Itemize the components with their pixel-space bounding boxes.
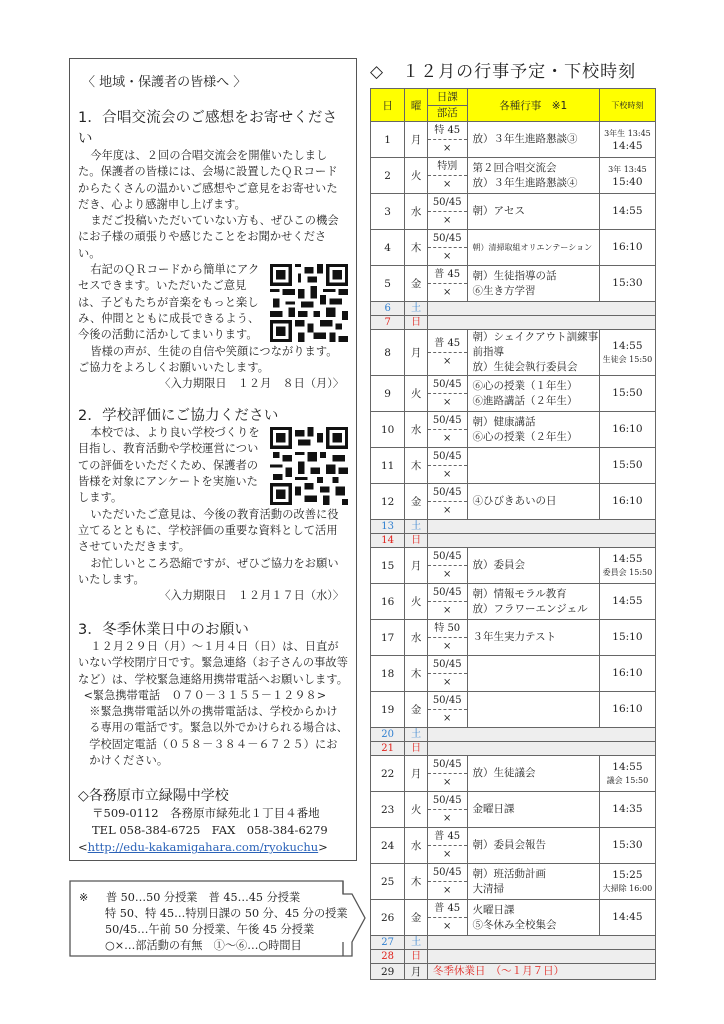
table-row <box>371 266 656 302</box>
dismissal-time: 14:55 <box>612 760 643 773</box>
event-line: 朝）委員会報告 <box>472 839 547 851</box>
schedule-club-cell <box>427 448 467 484</box>
dismissal-cell <box>599 548 655 584</box>
schedule-type: 普 45 <box>428 828 467 846</box>
empty-cell <box>427 742 655 756</box>
school-tel-fax: TEL 058-384-6725 FAX 058-384-6279 <box>92 823 328 838</box>
schedule-header-row <box>371 89 656 122</box>
events-cell <box>467 412 599 448</box>
table-row <box>371 620 656 656</box>
events-cell <box>467 158 599 194</box>
empty-cell <box>427 728 655 742</box>
url-prefix: < <box>78 840 88 855</box>
event-line: 火曜日課 <box>472 903 515 916</box>
events-cell <box>467 584 599 620</box>
school-url-line <box>78 839 348 856</box>
day-cell: 24 <box>371 828 405 864</box>
notice-header: 〈 地域・保護者の皆様へ 〉 <box>82 75 247 90</box>
club-activity: × <box>443 469 452 480</box>
section2-deadline: 〈入力期限日 １２月１７日（水）〉 <box>159 589 344 603</box>
event-line: ⑥生き方学習 <box>472 284 536 297</box>
club-activity: × <box>443 251 452 262</box>
empty-cell <box>427 316 655 330</box>
event-line: 朝）生徒指導の話 <box>472 269 557 282</box>
day-cell: 19 <box>371 692 405 728</box>
section2-para3: お忙しいところ恐縮ですが、ぜひご協力をお願いいたします。 <box>78 556 339 586</box>
schedule-club-cell <box>427 584 467 620</box>
schedule-club-cell <box>427 692 467 728</box>
schedule-club-cell <box>427 484 467 520</box>
table-row <box>371 122 656 158</box>
day-cell: 27 <box>371 936 405 950</box>
schedule-club-cell <box>427 122 467 158</box>
event-line: 金曜日課 <box>472 803 515 815</box>
day-cell: 4 <box>371 230 405 266</box>
header-schedule: 日課 <box>428 90 467 106</box>
club-activity: × <box>443 433 452 444</box>
dismissal-time: 16:10 <box>612 703 643 715</box>
event-line: 放）フラワーエンジェル <box>472 602 588 615</box>
dow-cell: 金 <box>405 692 428 728</box>
weekend-row <box>371 936 656 950</box>
day-cell: 5 <box>371 266 405 302</box>
dow-cell: 月 <box>405 756 428 792</box>
qr-code-icon[interactable] <box>270 264 348 342</box>
dismissal-cell <box>599 376 655 412</box>
weekend-row <box>371 742 656 756</box>
day-cell: 18 <box>371 656 405 692</box>
day-cell: 13 <box>371 520 405 534</box>
dow-cell: 日 <box>405 950 428 964</box>
time-note: 3年生 13:45 <box>604 128 651 138</box>
schedule-club-cell <box>427 548 467 584</box>
dismissal-time: 15:30 <box>612 277 643 289</box>
schedule-club-cell <box>427 828 467 864</box>
dismissal-cell <box>599 330 655 376</box>
schedule-type: 50/45 <box>428 484 467 502</box>
dismissal-cell <box>599 158 655 194</box>
table-row <box>371 548 656 584</box>
club-activity: × <box>443 921 452 932</box>
day-cell: 17 <box>371 620 405 656</box>
dow-cell: 水 <box>405 412 428 448</box>
dismissal-time: 15:30 <box>612 839 643 851</box>
dow-cell: 木 <box>405 448 428 484</box>
event-line: 放）３年生進路懇談④ <box>472 176 578 189</box>
club-activity: × <box>443 143 452 154</box>
header-schedule-club <box>427 89 467 122</box>
club-activity: × <box>443 641 452 652</box>
table-row <box>371 412 656 448</box>
notice-box <box>69 58 357 861</box>
dismissal-time: 14:55 <box>612 205 643 217</box>
dismissal-cell <box>599 792 655 828</box>
events-cell <box>467 900 599 936</box>
table-row <box>371 828 656 864</box>
schedule-table <box>370 88 656 980</box>
dismissal-cell <box>599 230 655 266</box>
day-cell: 10 <box>371 412 405 448</box>
dismissal-cell <box>599 484 655 520</box>
events-cell <box>467 756 599 792</box>
table-row <box>371 194 656 230</box>
day-cell: 22 <box>371 756 405 792</box>
header-club: 部活 <box>436 106 458 119</box>
table-row <box>371 864 656 900</box>
dow-cell: 木 <box>405 864 428 900</box>
table-row <box>371 692 656 728</box>
dow-cell: 木 <box>405 656 428 692</box>
dismissal-time: 15:40 <box>612 175 643 188</box>
dow-cell: 金 <box>405 900 428 936</box>
table-row <box>371 756 656 792</box>
table-row <box>371 900 656 936</box>
holiday-cell: 冬季休業日 （～１月７日） <box>427 964 655 980</box>
table-row <box>371 158 656 194</box>
event-line: ④ひびきあいの日 <box>472 495 557 507</box>
event-line: 朝）情報モラル教育 <box>472 587 567 600</box>
emergency-phone: <緊急携帯電話 ０７０－３１５５－１２９８> <box>83 689 327 703</box>
dismissal-cell <box>599 194 655 230</box>
table-row <box>371 448 656 484</box>
club-activity: × <box>443 813 452 824</box>
event-line: 朝）アセス <box>472 205 525 217</box>
schedule-title: ◇ １２月の行事予定・下校時刻 <box>370 62 637 82</box>
day-cell: 20 <box>371 728 405 742</box>
dismissal-cell <box>599 412 655 448</box>
events-cell <box>467 620 599 656</box>
schedule-club-cell <box>427 656 467 692</box>
table-row <box>371 376 656 412</box>
dismissal-time: 14:45 <box>612 911 643 923</box>
events-cell <box>467 656 599 692</box>
table-row <box>371 656 656 692</box>
url-suffix: > <box>318 840 328 855</box>
dismissal-cell <box>599 900 655 936</box>
day-cell: 14 <box>371 534 405 548</box>
weekend-row <box>371 520 656 534</box>
events-cell <box>467 194 599 230</box>
club-activity: × <box>443 713 452 724</box>
schedule-type: 50/45 <box>428 656 467 674</box>
section1-deadline: 〈入力期限日 １２月 ８日（月）〉 <box>159 377 344 391</box>
dismissal-cell <box>599 122 655 158</box>
legend-mark: ※ <box>79 891 89 904</box>
club-activity: × <box>443 356 452 367</box>
event-line: 放）生徒会執行委員会 <box>472 361 578 373</box>
dow-cell: 金 <box>405 266 428 302</box>
dow-cell: 土 <box>405 728 428 742</box>
empty-cell <box>427 302 655 316</box>
club-activity: × <box>443 605 452 616</box>
event-line: 朝）シェイクアウト訓練事前指導 <box>472 331 599 358</box>
time-note: 委員会 15:50 <box>602 567 653 577</box>
day-cell: 11 <box>371 448 405 484</box>
schedule-type: 普 45 <box>428 266 467 284</box>
schedule-type: 50/45 <box>428 756 467 774</box>
dow-cell: 月 <box>405 964 428 980</box>
schedule-club-cell <box>427 412 467 448</box>
dismissal-cell <box>599 656 655 692</box>
schedule-type: 50/45 <box>428 448 467 466</box>
section1-para2: まだご投稿いただいていない方も、ぜひこの機会にお子様の頑張りや感じたことをお聞かせください。 <box>78 214 339 260</box>
dismissal-time: 15:50 <box>612 459 643 471</box>
day-cell: 28 <box>371 950 405 964</box>
schedule-type: 特別 <box>428 158 467 176</box>
dismissal-cell <box>599 828 655 864</box>
dismissal-time: 14:35 <box>612 803 643 815</box>
schedule-club-cell <box>427 266 467 302</box>
time-note: 生徒会 15:50 <box>602 354 653 364</box>
events-cell <box>467 376 599 412</box>
dow-cell: 月 <box>405 330 428 376</box>
events-cell <box>467 692 599 728</box>
table-row <box>371 792 656 828</box>
day-cell: 2 <box>371 158 405 194</box>
club-activity: × <box>443 885 452 896</box>
events-cell <box>467 330 599 376</box>
club-activity: × <box>443 677 452 688</box>
dismissal-time: 14:55 <box>612 339 643 352</box>
empty-cell <box>427 520 655 534</box>
qr-code-icon[interactable] <box>270 427 348 505</box>
event-line: 放）３年生進路懇談③ <box>472 133 578 145</box>
dismissal-time: 15:10 <box>612 631 643 643</box>
club-activity: × <box>443 287 452 298</box>
dow-cell: 火 <box>405 584 428 620</box>
schedule-type: 普 45 <box>428 335 467 353</box>
weekend-row <box>371 316 656 330</box>
schedule-type: 普 45 <box>428 900 467 918</box>
dismissal-time: 16:10 <box>612 423 643 435</box>
event-line: 朝）清掃取組オリエンテーション <box>472 243 593 252</box>
dismissal-cell <box>599 756 655 792</box>
dismissal-time: 14:55 <box>612 552 643 565</box>
legend-box <box>69 880 366 957</box>
club-activity: × <box>443 505 452 516</box>
event-line: 第２回合唱交流会 <box>472 161 557 174</box>
table-row <box>371 230 656 266</box>
section3-note: ※緊急携帯電話以外の携帯電話は、学校からかける専用の電話です。緊急以外でかけられる場合は、学校固定電話（０５８－３８４－６７２５）におかけください。 <box>89 705 348 767</box>
legend-line-2: 特 50、特 45…特別日課の 50 分、45 分の授業 <box>105 907 348 920</box>
dismissal-time: 14:45 <box>612 139 643 152</box>
legend-line-4: ○×…部活動の有無 ①～⑥…○時間目 <box>105 939 302 952</box>
events-cell <box>467 448 599 484</box>
dismissal-cell <box>599 864 655 900</box>
header-dow: 曜 <box>405 89 428 122</box>
dow-cell: 土 <box>405 936 428 950</box>
section2-para2: いただいたご意見は、今後の教育活動の改善に役立てるとともに、学校評価の重要な資料として活用させていただきます。 <box>78 507 339 554</box>
dow-cell: 日 <box>405 742 428 756</box>
dow-cell: 日 <box>405 316 428 330</box>
header-events: 各種行事 ※1 <box>467 89 599 122</box>
time-note: 議会 15:50 <box>606 775 649 785</box>
day-cell: 3 <box>371 194 405 230</box>
dismissal-time: 16:10 <box>612 667 643 679</box>
school-name: ◇各務原市立緑陽中学校 <box>78 788 229 805</box>
section2-title: 2．学校評価にご協力ください <box>78 408 279 425</box>
day-cell: 21 <box>371 742 405 756</box>
schedule-club-cell <box>427 158 467 194</box>
events-cell <box>467 266 599 302</box>
section2-para1: 本校では、より良い学校づくりを目指し、教育活動や学校運営についての評価をいただくため、保護者の皆様を対象にアンケートを実施いたします。 <box>78 426 260 505</box>
event-line: ３年生実力テスト <box>472 631 557 643</box>
schedule-type: 50/45 <box>428 548 467 566</box>
events-cell <box>467 548 599 584</box>
schedule-type: 50/45 <box>428 864 467 882</box>
dismissal-cell <box>599 584 655 620</box>
weekend-row <box>371 302 656 316</box>
day-cell: 1 <box>371 122 405 158</box>
dismissal-cell <box>599 448 655 484</box>
section3-para1: １２月２９日（月）～１月４日（日）は、日直がいない学校閉庁日です。緊急連絡（お子さんの事故等など）は、学校緊急連絡用携帯電話へお願いします。 <box>78 640 349 686</box>
dow-cell: 土 <box>405 520 428 534</box>
section1-para3: 右記のＱＲコードから簡単にアクセスできます。いただいたご意見は、子どもたちが音楽をもっと楽しみ、仲間とともに成長できるよう、今後の活動に活かしてまいります。 <box>78 263 260 342</box>
club-activity: × <box>443 397 452 408</box>
events-cell <box>467 864 599 900</box>
events-cell <box>467 828 599 864</box>
dow-cell: 金 <box>405 484 428 520</box>
weekend-row <box>371 728 656 742</box>
schedule-type: 特 45 <box>428 122 467 140</box>
club-activity: × <box>443 569 452 580</box>
dismissal-time: 16:10 <box>612 241 643 253</box>
dismissal-time: 15:50 <box>612 387 643 399</box>
table-row <box>371 584 656 620</box>
holiday-row <box>371 964 656 980</box>
day-cell: 16 <box>371 584 405 620</box>
event-line: 放）生徒議会 <box>472 767 536 779</box>
event-line: 朝）健康講話 <box>472 415 536 428</box>
empty-cell <box>427 950 655 964</box>
schedule-club-cell <box>427 230 467 266</box>
day-cell: 12 <box>371 484 405 520</box>
club-activity: × <box>443 777 452 788</box>
dismissal-cell <box>599 266 655 302</box>
schedule-club-cell <box>427 330 467 376</box>
schedule-club-cell <box>427 620 467 656</box>
club-activity: × <box>443 179 452 190</box>
event-line: 朝）班活動計画 <box>472 867 547 880</box>
club-activity: × <box>443 215 452 226</box>
event-line: ⑥心の授業（１年生） <box>472 379 578 392</box>
dow-cell: 水 <box>405 828 428 864</box>
section1-title: 1．合唱交流会のご感想をお寄せください <box>78 110 338 147</box>
dow-cell: 木 <box>405 230 428 266</box>
dismissal-cell <box>599 692 655 728</box>
day-cell: 26 <box>371 900 405 936</box>
weekend-row <box>371 534 656 548</box>
schedule-type: 特 50 <box>428 620 467 638</box>
dow-cell: 火 <box>405 158 428 194</box>
schedule-type: 50/45 <box>428 230 467 248</box>
legend-line-3: 50/45…午前 50 分授業、午後 45 分授業 <box>105 923 315 936</box>
day-cell: 7 <box>371 316 405 330</box>
header-dismissal: 下校時刻 <box>599 89 655 122</box>
weekend-row <box>371 950 656 964</box>
day-cell: 29 <box>371 964 405 980</box>
section1-para1: 今年度は、２回の合唱交流会を開催いたしました。保護者の皆様には、会場に設置したＱＲコードからたくさんの温かいご感想やご意見をお寄せいただき、心より感謝申し上げます。 <box>78 149 338 211</box>
dow-cell: 土 <box>405 302 428 316</box>
day-cell: 15 <box>371 548 405 584</box>
schedule-club-cell <box>427 900 467 936</box>
legend-line-1: 普 50…50 分授業 普 45…45 分授業 <box>105 891 301 904</box>
events-cell <box>467 484 599 520</box>
events-cell <box>467 122 599 158</box>
empty-cell <box>427 936 655 950</box>
dow-cell: 月 <box>405 548 428 584</box>
schedule-club-cell <box>427 792 467 828</box>
day-cell: 25 <box>371 864 405 900</box>
dow-cell: 火 <box>405 792 428 828</box>
schedule-club-cell <box>427 756 467 792</box>
schedule-type: 50/45 <box>428 194 467 212</box>
schedule-type: 50/45 <box>428 692 467 710</box>
table-row <box>371 330 656 376</box>
dismissal-cell <box>599 620 655 656</box>
section3-title: 3．冬季休業日中のお願い <box>78 622 250 639</box>
event-line: ⑥心の授業（２年生） <box>472 430 578 443</box>
events-cell <box>467 230 599 266</box>
school-url-link[interactable]: http://edu-kakamigahara.com/ryokuchu <box>87 840 319 855</box>
schedule-club-cell <box>427 376 467 412</box>
dow-cell: 水 <box>405 620 428 656</box>
event-line: 大清掃 <box>472 882 505 895</box>
day-cell: 9 <box>371 376 405 412</box>
section1-para4: 皆様の声が、生徒の自信や笑顔につながります。ご協力をよろしくお願いいたします。 <box>78 344 338 374</box>
day-cell: 8 <box>371 330 405 376</box>
schedule-type: 50/45 <box>428 792 467 810</box>
dow-cell: 月 <box>405 122 428 158</box>
club-activity: × <box>443 849 452 860</box>
event-line: ⑤冬休み全校集会 <box>472 918 557 931</box>
schedule-club-cell <box>427 194 467 230</box>
schedule-club-cell <box>427 864 467 900</box>
dow-cell: 水 <box>405 194 428 230</box>
events-cell <box>467 792 599 828</box>
time-note: 3年 13:45 <box>608 164 647 174</box>
schedule-type: 50/45 <box>428 584 467 602</box>
schedule-type: 50/45 <box>428 412 467 430</box>
header-day: 日 <box>371 89 405 122</box>
school-address: 〒509-0112 各務原市緑苑北１丁目４番地 <box>92 806 320 821</box>
table-row <box>371 484 656 520</box>
day-cell: 6 <box>371 302 405 316</box>
time-note: 大掃除 16:00 <box>602 883 653 893</box>
dow-cell: 日 <box>405 534 428 548</box>
schedule-type: 50/45 <box>428 376 467 394</box>
day-cell: 23 <box>371 792 405 828</box>
empty-cell <box>427 534 655 548</box>
dismissal-time: 16:10 <box>612 495 643 507</box>
dismissal-time: 15:25 <box>612 868 643 881</box>
schedule-body <box>371 122 656 980</box>
dow-cell: 火 <box>405 376 428 412</box>
event-line: 放）委員会 <box>472 559 526 571</box>
dismissal-time: 14:55 <box>612 595 643 607</box>
event-line: ⑥進路講話（２年生） <box>472 394 578 407</box>
